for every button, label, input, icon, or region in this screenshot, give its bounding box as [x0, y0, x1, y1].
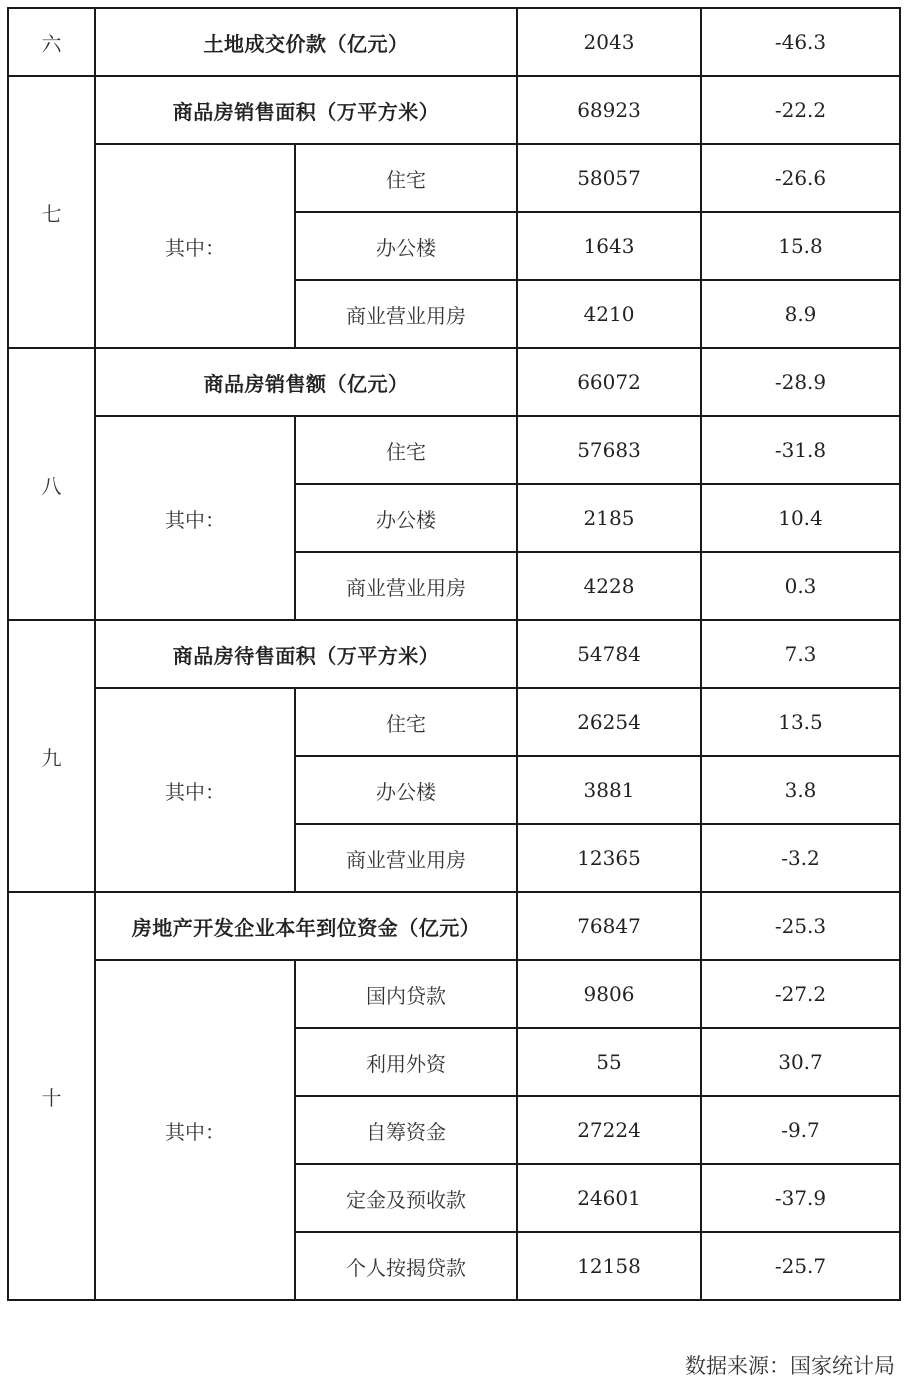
value-cell: 68923: [517, 76, 701, 144]
value-cell: 57683: [517, 416, 701, 484]
value-cell: 12365: [517, 824, 701, 892]
value-cell: 2185: [517, 484, 701, 552]
sub-item-label: 住宅: [295, 144, 517, 212]
value-cell: 24601: [517, 1164, 701, 1232]
sub-item-label: 个人按揭贷款: [295, 1232, 517, 1300]
sub-item-label: 利用外资: [295, 1028, 517, 1096]
value-cell: 27224: [517, 1096, 701, 1164]
change-cell: -31.8: [701, 416, 900, 484]
value-cell: 3881: [517, 756, 701, 824]
sub-item-label: 商业营业用房: [295, 280, 517, 348]
section-number: 十: [8, 892, 95, 1300]
change-cell: -25.3: [701, 892, 900, 960]
table-row: [8, 892, 900, 960]
change-cell: -26.6: [701, 144, 900, 212]
change-cell: -22.2: [701, 76, 900, 144]
section-number: 八: [8, 348, 95, 620]
source-note: 数据来源：国家统计局: [685, 1354, 895, 1378]
change-cell: 7.3: [701, 620, 900, 688]
table-row: [8, 416, 900, 484]
change-cell: -46.3: [701, 8, 900, 76]
sub-item-label: 住宅: [295, 688, 517, 756]
table-row: [8, 144, 900, 212]
table-body: [8, 8, 900, 1300]
sub-item-label: 自筹资金: [295, 1096, 517, 1164]
row-label: 商品房销售面积（万平方米）: [95, 76, 517, 144]
change-cell: 3.8: [701, 756, 900, 824]
change-cell: -3.2: [701, 824, 900, 892]
change-cell: 30.7: [701, 1028, 900, 1096]
change-cell: 15.8: [701, 212, 900, 280]
value-cell: 2043: [517, 8, 701, 76]
value-cell: 12158: [517, 1232, 701, 1300]
table-row: [8, 76, 900, 144]
value-cell: 66072: [517, 348, 701, 416]
table-row: [8, 8, 900, 76]
section-number: 六: [8, 8, 95, 76]
change-cell: 0.3: [701, 552, 900, 620]
sub-item-label: 国内贷款: [295, 960, 517, 1028]
row-label: 商品房销售额（亿元）: [95, 348, 517, 416]
change-cell: -37.9: [701, 1164, 900, 1232]
sub-item-label: 商业营业用房: [295, 824, 517, 892]
table-row: [8, 960, 900, 1028]
value-cell: 58057: [517, 144, 701, 212]
row-label: 土地成交价款（亿元）: [95, 8, 517, 76]
table-row: [8, 688, 900, 756]
sub-item-label: 商业营业用房: [295, 552, 517, 620]
qizhong-label: 其中：: [95, 144, 295, 348]
sub-item-label: 住宅: [295, 416, 517, 484]
change-cell: -25.7: [701, 1232, 900, 1300]
value-cell: 26254: [517, 688, 701, 756]
change-cell: -9.7: [701, 1096, 900, 1164]
table-row: [8, 348, 900, 416]
value-cell: 76847: [517, 892, 701, 960]
change-cell: 10.4: [701, 484, 900, 552]
value-cell: 4210: [517, 280, 701, 348]
statistics-table: [7, 7, 901, 1301]
row-label: 房地产开发企业本年到位资金（亿元）: [95, 892, 517, 960]
change-cell: 8.9: [701, 280, 900, 348]
section-number: 七: [8, 76, 95, 348]
change-cell: 13.5: [701, 688, 900, 756]
qizhong-label: 其中：: [95, 416, 295, 620]
table-row: [8, 620, 900, 688]
section-number: 九: [8, 620, 95, 892]
sub-item-label: 办公楼: [295, 756, 517, 824]
value-cell: 9806: [517, 960, 701, 1028]
change-cell: -28.9: [701, 348, 900, 416]
value-cell: 54784: [517, 620, 701, 688]
qizhong-label: 其中：: [95, 960, 295, 1300]
sub-item-label: 办公楼: [295, 212, 517, 280]
row-label: 商品房待售面积（万平方米）: [95, 620, 517, 688]
value-cell: 1643: [517, 212, 701, 280]
sub-item-label: 定金及预收款: [295, 1164, 517, 1232]
change-cell: -27.2: [701, 960, 900, 1028]
qizhong-label: 其中：: [95, 688, 295, 892]
value-cell: 4228: [517, 552, 701, 620]
value-cell: 55: [517, 1028, 701, 1096]
sub-item-label: 办公楼: [295, 484, 517, 552]
